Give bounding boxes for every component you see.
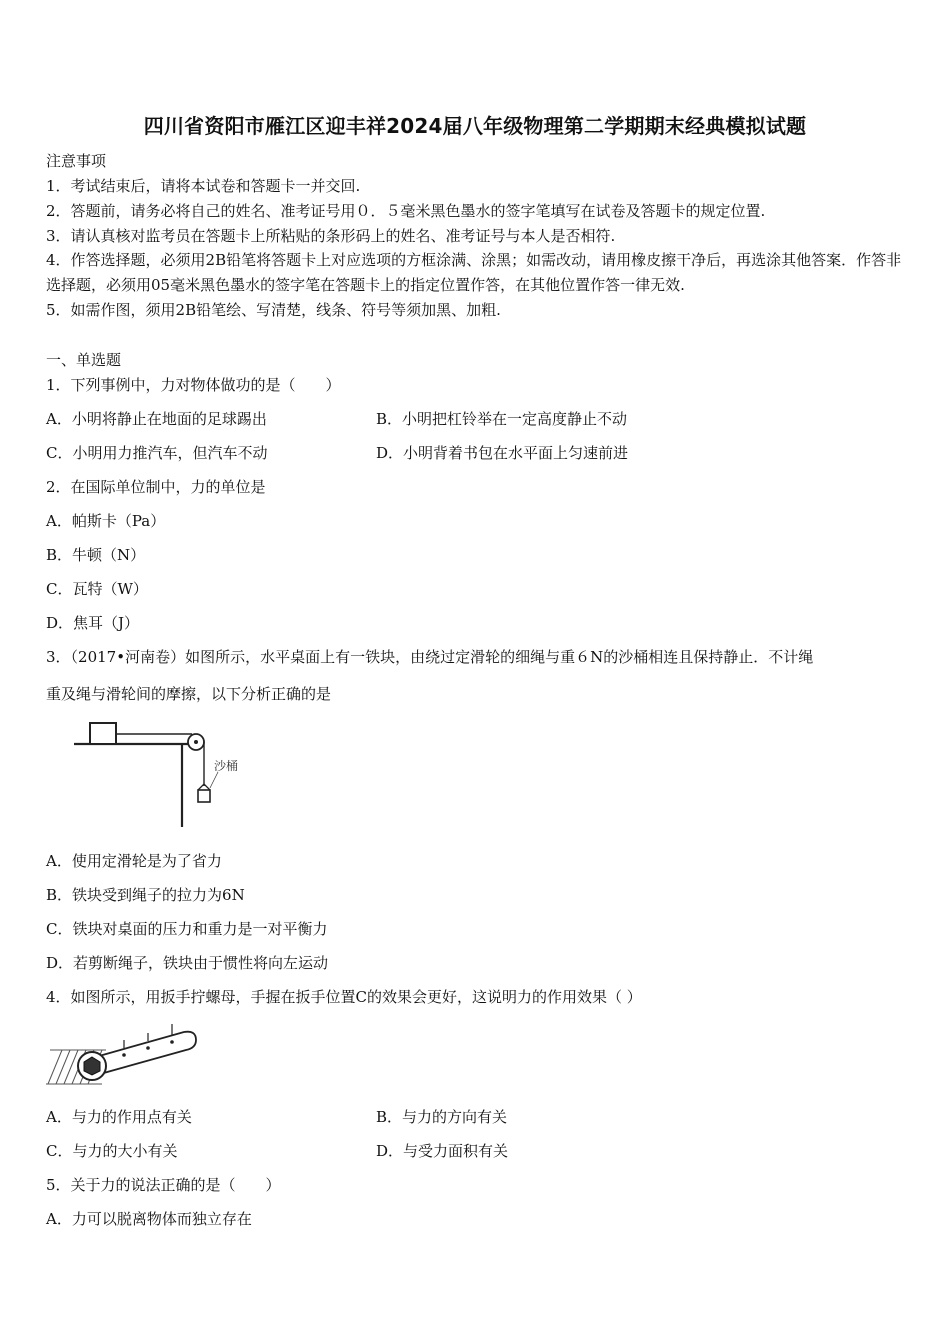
notice-item-4: 4．作答选择题，必须用2B铅笔将答题卡上对应选项的方框涂满、涂黑；如需改动，请用橡皮擦干净后，再选涂其他答案．作答非选择题，必须用05毫米黑色墨水的签字笔在答题卡上的指定位置作答，在其他位置作答一律无效.: [46, 251, 902, 294]
q4-option-b: B．与力的方向有关: [376, 1108, 508, 1126]
q3-option-d: D．若剪断绳子，铁块由于惯性将向左运动: [46, 954, 329, 972]
bucket-handle: [198, 784, 210, 790]
sand-bucket-label: 沙桶: [214, 759, 239, 773]
q2-option-d: D．焦耳（J）: [46, 614, 140, 632]
q3-stem-line1: 3．（2017•河南卷）如图所示，水平桌面上有一铁块，由绕过定滑轮的细绳与重６N的沙桶相连且保持静止．不计绳: [46, 648, 814, 666]
q1-option-d: D．小明背着书包在水平面上匀速前进: [376, 444, 629, 462]
q2-stem: 2．在国际单位制中，力的单位是: [46, 478, 266, 496]
q4-option-a: A．与力的作用点有关: [46, 1108, 192, 1126]
q2-option-c: C．瓦特（W）: [46, 580, 148, 598]
pulley-figure: [46, 712, 256, 834]
q5-stem: 5．关于力的说法正确的是（ ）: [46, 1176, 281, 1194]
notice-item-3: 3．请认真核对监考员在答题卡上所粘贴的条形码上的姓名、准考证号与本人是否相符.: [46, 227, 616, 245]
notice-item-5: 5．如需作图，须用2B铅笔绘、写清楚，线条、符号等须加黑、加粗.: [46, 301, 501, 319]
pulley-axle: [194, 740, 198, 744]
q2-option-a: A．帕斯卡（Pa）: [46, 512, 166, 530]
q4-option-c: C．与力的大小有关: [46, 1142, 178, 1160]
q5-option-a: A．力可以脱离物体而独立存在: [46, 1210, 252, 1228]
position-b-mark: [146, 1046, 150, 1050]
wrench-handle: [92, 1032, 196, 1074]
position-a-mark: [122, 1053, 126, 1057]
position-c-mark: [170, 1040, 174, 1044]
notice-item-2: 2．答题前，请务必将自己的姓名、准考证号用０．５毫米黑色墨水的签字笔填写在试卷及答题卡的规定位置.: [46, 202, 766, 220]
q3-option-a: A．使用定滑轮是为了省力: [46, 852, 222, 870]
wrench-figure: [44, 1020, 204, 1090]
q3-option-c: C．铁块对桌面的压力和重力是一对平衡力: [46, 920, 328, 938]
q3-option-b: B．铁块受到绳子的拉力为6N: [46, 886, 245, 904]
q3-stem-line2: 重及绳与滑轮间的摩擦，以下分析正确的是: [46, 685, 332, 703]
sand-bucket: [198, 790, 210, 802]
q1-option-c: C．小明用力推汽车，但汽车不动: [46, 444, 268, 462]
label-pointer: [210, 772, 218, 788]
notice-item-1: 1．考试结束后，请将本试卷和答题卡一并交回.: [46, 177, 361, 195]
q1-stem: 1．下列事例中，力对物体做功的是（ ）: [46, 376, 341, 394]
notice-heading: 注意事项: [46, 152, 107, 170]
section-heading: 一、单选题: [46, 351, 122, 369]
q2-option-b: B．牛顿（N）: [46, 546, 146, 564]
q1-option-a: A．小明将静止在地面的足球踢出: [46, 410, 267, 428]
page-title: 四川省资阳市雁江区迎丰祥2024届八年级物理第二学期期末经典模拟试题: [143, 114, 807, 138]
q1-option-b: B．小明把杠铃举在一定高度静止不动: [376, 410, 628, 428]
iron-block: [90, 723, 116, 744]
q4-stem: 4．如图所示，用扳手拧螺母，手握在扳手位置C的效果会更好，这说明力的作用效果（ ）: [46, 988, 642, 1006]
q4-option-d: D．与受力面积有关: [376, 1142, 509, 1160]
